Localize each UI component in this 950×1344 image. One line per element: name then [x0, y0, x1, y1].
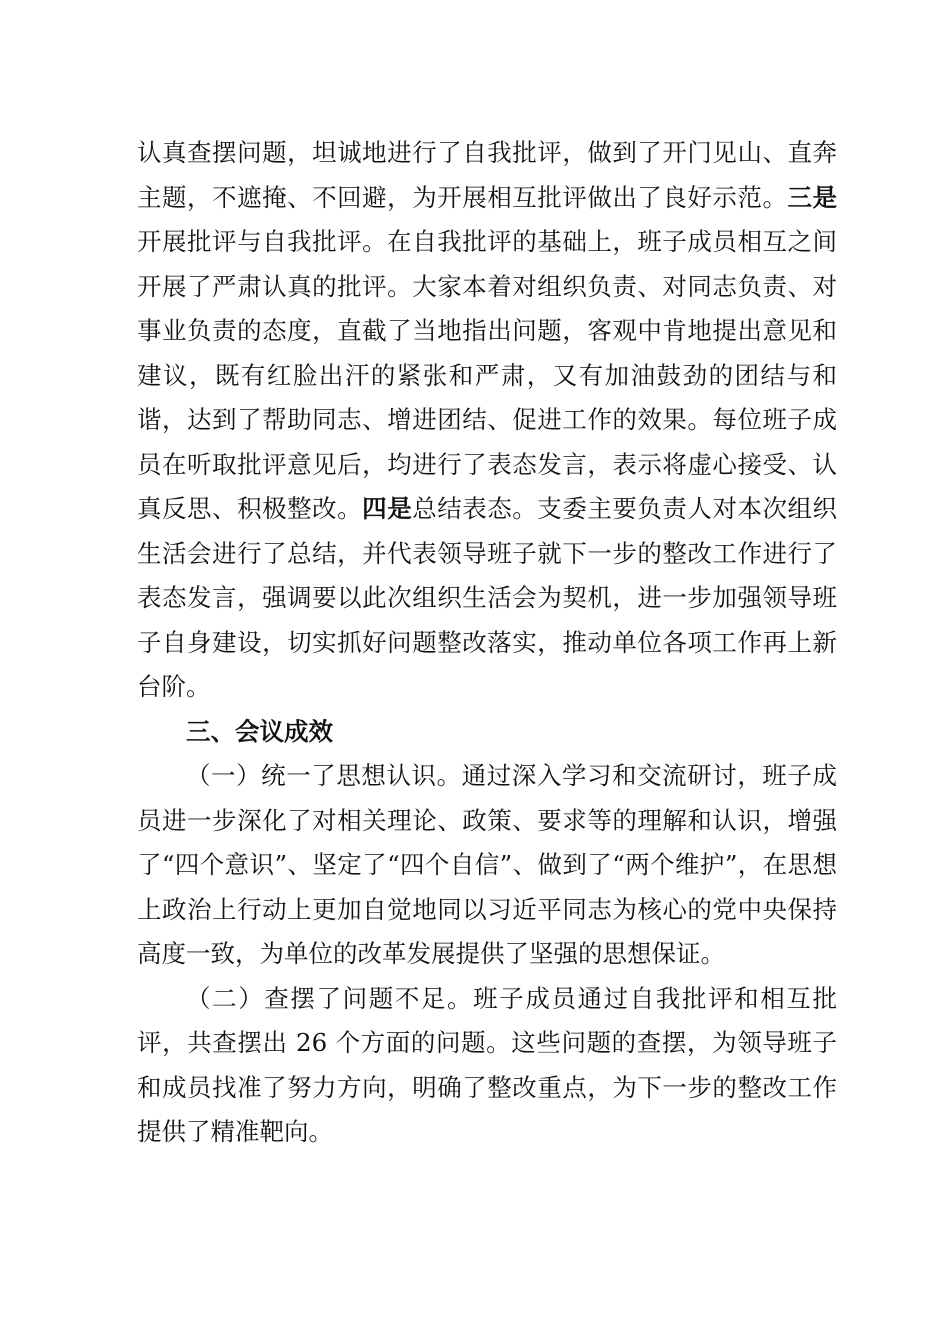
section-heading: 三、会议成效 [186, 716, 333, 746]
bold-marker-four: 四是 [362, 494, 413, 523]
paragraph-text: 开展批评与自我批评。在自我批评的基础上，班子成员相互之间开展了严肃认真的批评。大家本着对组织负责、对同志负责、对事业负责的态度，直截了当地指出问题，客观中肯地提出意见和建议，既有红脸出汗的紧张和严肃，又有加油鼓劲的团结与和谐，达到了帮助同志、增进团结、促进工作的效果。每位班子成员在听取批评意见后，均进行了表态发言，表示将虚心接受、认真反思、积极整改。 [137, 227, 837, 523]
paragraph-criticism-summary [137, 131, 837, 710]
paragraph-text: 总结表态。支委主要负责人对本次组织生活会进行了总结，并代表领导班子就下一步的整改工作进行了表态发言，强调要以此次组织生活会为契机，进一步加强领导班子自身建设，切实抓好问题整改落实，推动单位各项工作再上新台阶。 [137, 494, 838, 701]
paragraph-text: 认真查摆问题，坦诚地进行了自我批评，做到了开门见山、直奔主题，不遮掩、不回避，为开展相互批评做出了良好示范。 [137, 138, 837, 212]
document-body [137, 131, 837, 1155]
bold-marker-three: 三是 [787, 182, 838, 212]
paragraph-problem-finding: （二）查摆了问题不足。班子成员通过自我批评和相互批评，共查摆出 26 个方面的问题。这些问题的查摆，为领导班子和成员找准了努力方向，明确了整改重点，为下一步的整改工作提供了精准靶向。 [137, 983, 837, 1146]
paragraph-thought-unity: （一）统一了思想认识。通过深入学习和交流研讨，班子成员进一步深化了对相关理论、政策、要求等的理解和认识，增强了“四个意识”、坚定了“四个自信”、做到了“两个维护”，在思想上政治上行动上更加自觉地同以习近平同志为核心的党中央保持高度一致，为单位的改革发展提供了坚强的思想保证。 [137, 761, 837, 968]
